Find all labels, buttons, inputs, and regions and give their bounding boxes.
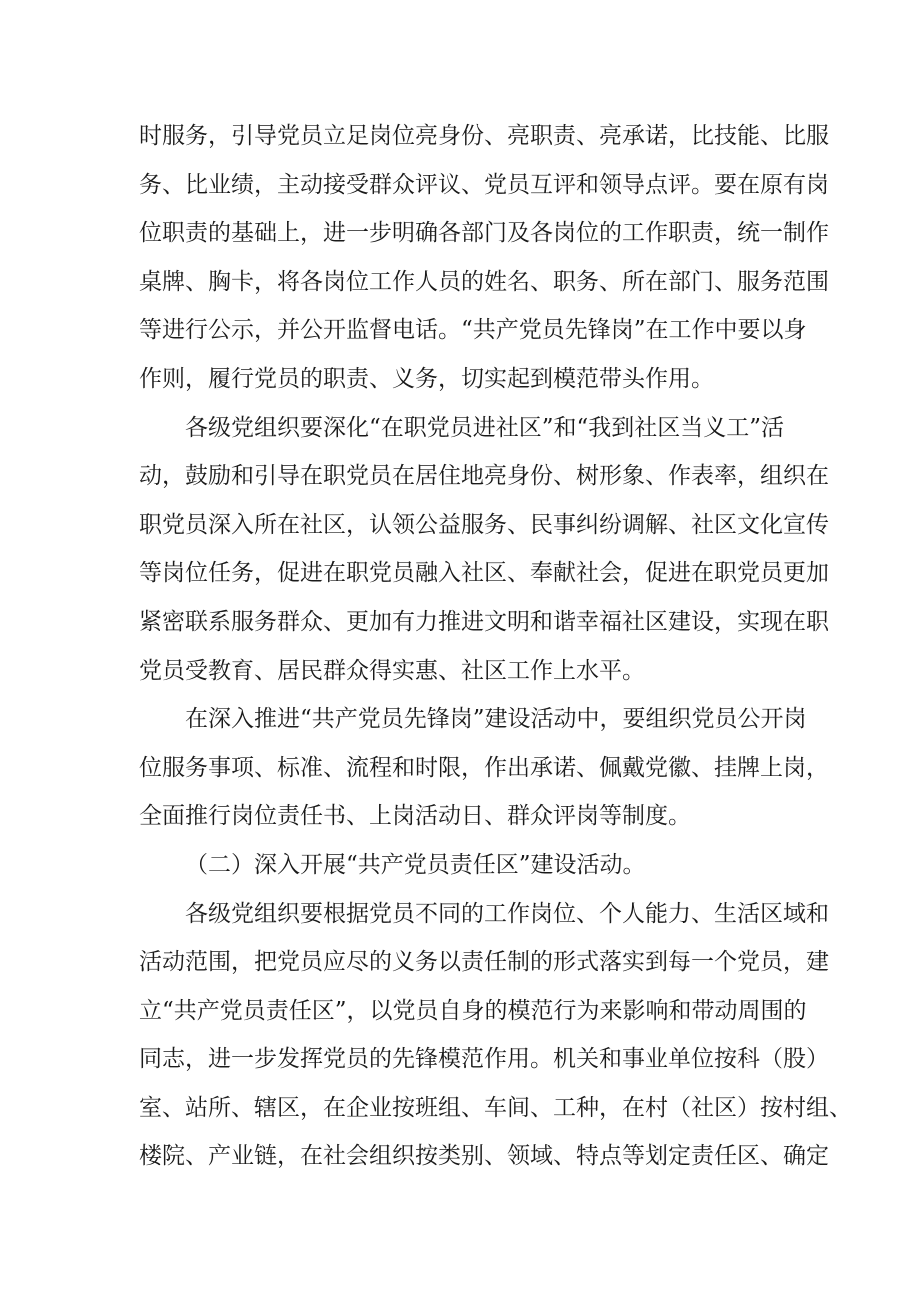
paragraph-2-line-6: 党员受教育、居民群众得实惠、社区工作上水平。 (139, 657, 645, 684)
paragraph-1-line-2: 务、比业绩，主动接受群众评议、党员互评和领导点评。要在原有岗 (139, 171, 829, 198)
paragraph-1-line-3: 位职责的基础上，进一步明确各部门及各岗位的工作职责，统一制作 (139, 220, 829, 247)
paragraph-3-line-2: 位服务事项、标准、流程和时限，作出承诺、佩戴党徽、挂牌上岗， (139, 754, 829, 781)
paragraph-2-line-5: 紧密联系服务群众、更加有力推进文明和谐幸福社区建设，实现在职 (139, 608, 829, 635)
document-body (139, 112, 852, 1181)
paragraph-2-line-4: 等岗位任务，促进在职党员融入社区、奉献社会，促进在职党员更加 (139, 560, 829, 587)
paragraph-2-line-3: 职党员深入所在社区，认领公益服务、民事纠纷调解、社区文化宣传 (139, 511, 829, 538)
paragraph-2-line-2: 动，鼓励和引导在职党员在居住地亮身份、树形象、作表率，组织在 (139, 463, 829, 490)
paragraph-3-line-1: 在深入推进“共产党员先锋岗”建设活动中，要组织党员公开岗 (185, 706, 807, 733)
paragraph-1-line-6: 作则，履行党员的职责、义务，切实起到模范带头作用。 (139, 365, 714, 392)
section-heading: （二）深入开展“共产党员责任区”建设活动。 (185, 851, 646, 878)
paragraph-5-line-5: 室、站所、辖区，在企业按班组、车间、工种，在村（社区）按村组、 (139, 1094, 852, 1121)
paragraph-5-line-2: 活动范围，把党员应尽的义务以责任制的形式落实到每一个党员，建 (139, 949, 829, 976)
paragraph-1-line-4: 桌牌、胸卡，将各岗位工作人员的姓名、职务、所在部门、服务范围 (139, 268, 829, 295)
paragraph-2-line-1: 各级党组织要深化“在职党员进社区”和“我到社区当义工”活 (185, 414, 785, 441)
paragraph-5-line-1: 各级党组织要根据党员不同的工作岗位、个人能力、生活区域和 (185, 900, 829, 927)
paragraph-5-line-4: 同志，进一步发挥党员的先锋模范作用。机关和事业单位按科（股） (139, 1046, 829, 1073)
paragraph-1-line-5: 等进行公示，并公开监督电话。“共产党员先锋岗”在工作中要以身 (139, 317, 807, 344)
paragraph-5-line-3: 立“共产党员责任区”，以党员自身的模范行为来影响和带动周围的 (139, 997, 807, 1024)
paragraph-1-line-1: 时服务，引导党员立足岗位亮身份、亮职责、亮承诺，比技能、比服 (139, 123, 829, 149)
paragraph-5-line-6: 楼院、产业链，在社会组织按类别、领域、特点等划定责任区、确定 (139, 1143, 829, 1170)
paragraph-3-line-3: 全面推行岗位责任书、上岗活动日、群众评岗等制度。 (139, 803, 691, 830)
